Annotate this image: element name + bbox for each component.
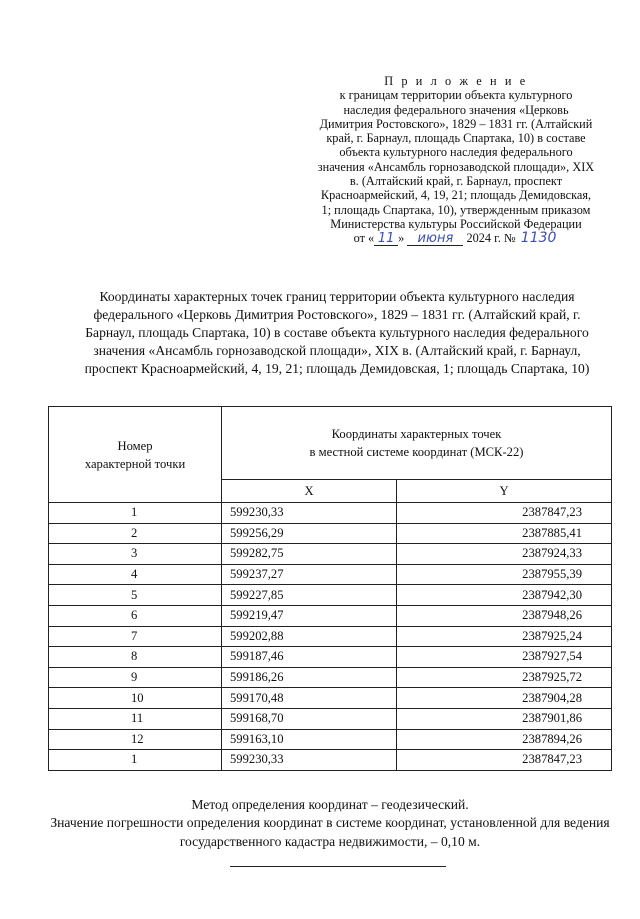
table-row	[49, 750, 612, 771]
header-point-number-line1: Номер	[117, 438, 153, 453]
point-number: 6	[49, 605, 222, 626]
table-row	[49, 626, 612, 647]
coord-x: 599282,75	[222, 544, 397, 565]
point-number: 1	[49, 503, 222, 524]
coord-y: 2387904,28	[397, 688, 612, 709]
table-row	[49, 544, 612, 565]
accuracy-note: Значение погрешности определения координат в системе координат, установленной для ведения государственного кадастра недвижимости, – 0,10 м.	[50, 815, 610, 849]
coord-y: 2387894,26	[397, 729, 612, 750]
coord-y: 2387927,54	[397, 647, 612, 668]
header-x: X	[222, 480, 397, 503]
footer-notes	[48, 796, 612, 851]
header-y: Y	[397, 480, 612, 503]
table-row	[49, 523, 612, 544]
coord-x: 599237,27	[222, 564, 397, 585]
year-text: 2024 г. №	[466, 231, 516, 246]
coord-y: 2387948,26	[397, 605, 612, 626]
point-number: 8	[49, 647, 222, 668]
header-coordinates-line1: Координаты характерных точек	[331, 427, 502, 441]
coord-x: 599163,10	[222, 729, 397, 750]
point-number: 7	[49, 626, 222, 647]
coord-x: 599168,70	[222, 708, 397, 729]
table-row	[49, 647, 612, 668]
coord-x: 599230,33	[222, 503, 397, 524]
coord-x: 599256,29	[222, 523, 397, 544]
coord-y: 2387942,30	[397, 585, 612, 606]
coord-x: 599227,85	[222, 585, 397, 606]
document-title: Координаты характерных точек границ территории объекта культурного наследия федерального «Церковь Димитрия Ростовского», 1829 – 1831 гг. (Алтайский край, г. Барнаул, площадь Спартака, 10) в составе объекта культурного наследия федерального значения «Ансамбль горнозаводской площади», XIX в. (Алтайский край, г. Барнаул, проспект Красноармейский, 4, 19, 21; площадь Демидовская, 1; площадь Спартака, 10)	[84, 289, 590, 376]
header-coordinates-line2: в местной системе координат (МСК-22)	[309, 445, 524, 459]
coord-y: 2387847,23	[397, 750, 612, 771]
point-number: 4	[49, 564, 222, 585]
point-number: 12	[49, 729, 222, 750]
coord-y: 2387847,23	[397, 503, 612, 524]
header-coordinates	[222, 407, 612, 480]
point-number: 3	[49, 544, 222, 565]
coord-y: 2387925,24	[397, 626, 612, 647]
date-prefix: от «	[353, 231, 375, 246]
method-note: Метод определения координат – геодезический.	[191, 797, 469, 812]
table-row	[49, 688, 612, 709]
coord-x: 599170,48	[222, 688, 397, 709]
table-row	[49, 503, 612, 524]
coord-x: 599187,46	[222, 647, 397, 668]
coord-y: 2387924,33	[397, 544, 612, 565]
appendix-body: к границам территории объекта культурного наследия федерального значения «Церковь Димитрия Ростовского», 1829 – 1831 гг. (Алтайский край, г. Барнаул, площадь Спартака, 10) в составе объекта культурного наследия федерального значения «Ансамбль горнозаводской площади», XIX в. (Алтайский край, г. Барнаул, проспект Красноармейский, 4, 19, 21; площадь Демидовская, 1; площадь Спартака, 10), утвержденным приказом Министерства культуры Российской Федерации	[317, 88, 595, 231]
point-number: 1	[49, 750, 222, 771]
table-row	[49, 585, 612, 606]
handwritten-day: 11	[374, 233, 398, 246]
closing-rule	[230, 866, 446, 867]
appendix-heading: П р и л о ж е н и е	[384, 74, 528, 88]
header-point-number	[49, 407, 222, 503]
header-point-number-line2: характерной точки	[84, 456, 186, 471]
table-row	[49, 564, 612, 585]
table-row	[49, 708, 612, 729]
appendix-block	[316, 74, 596, 246]
handwritten-month: июня	[407, 233, 463, 246]
point-number: 2	[49, 523, 222, 544]
coord-y: 2387885,41	[397, 523, 612, 544]
table-row	[49, 667, 612, 688]
coord-y: 2387955,39	[397, 564, 612, 585]
coordinates-table	[48, 406, 612, 771]
coord-y: 2387925,72	[397, 667, 612, 688]
date-close-quote: »	[398, 231, 405, 246]
point-number: 9	[49, 667, 222, 688]
table-row	[49, 729, 612, 750]
point-number: 10	[49, 688, 222, 709]
point-number: 5	[49, 585, 222, 606]
coord-x: 599230,33	[222, 750, 397, 771]
point-number: 11	[49, 708, 222, 729]
table-row	[49, 605, 612, 626]
coord-x: 599186,26	[222, 667, 397, 688]
coord-x: 599202,88	[222, 626, 397, 647]
coord-x: 599219,47	[222, 605, 397, 626]
order-date-line	[316, 231, 596, 246]
handwritten-order-number: 1130	[520, 230, 557, 247]
coord-y: 2387901,86	[397, 708, 612, 729]
